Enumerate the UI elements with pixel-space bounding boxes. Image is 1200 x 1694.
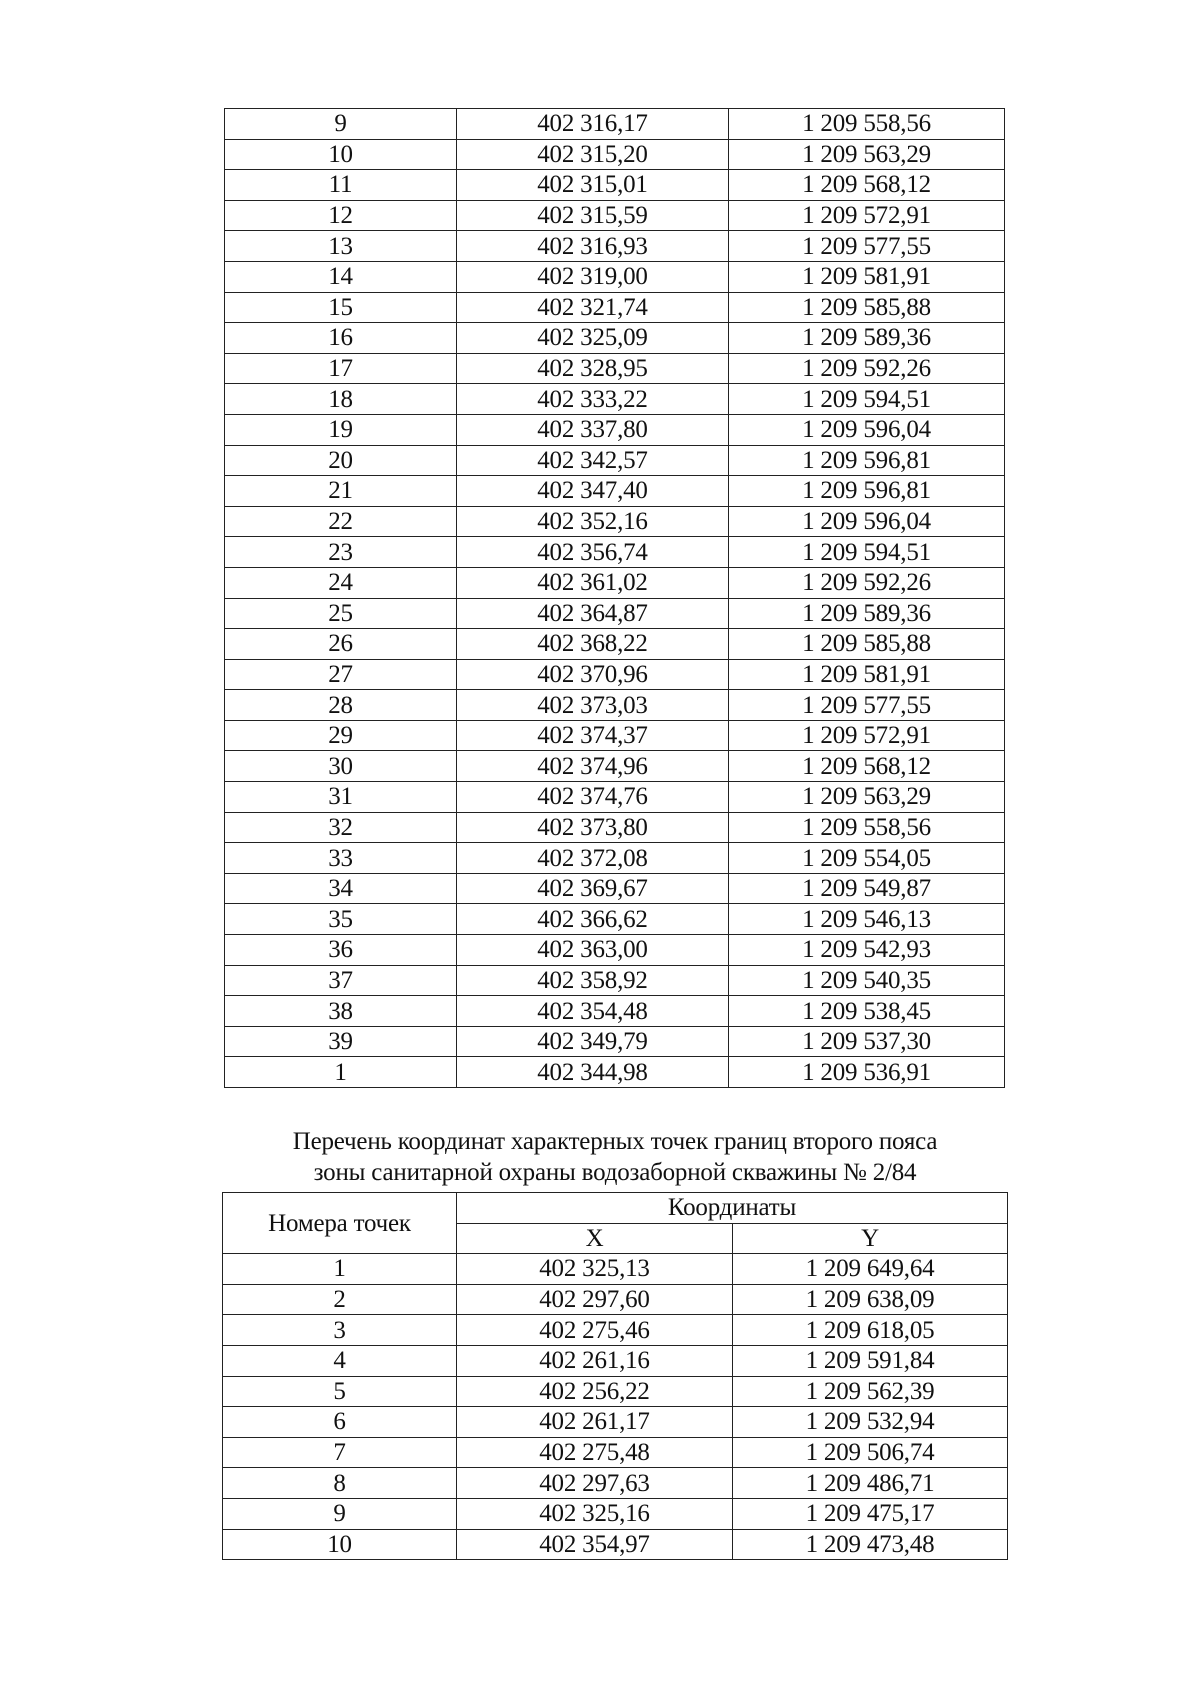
point-number-cell: 6: [223, 1407, 457, 1438]
y-coordinate-cell: 1 209 568,12: [729, 170, 1005, 201]
y-coordinate-cell: 1 209 554,05: [729, 843, 1005, 874]
point-number-cell: 10: [223, 1529, 457, 1560]
table-row: [225, 384, 1005, 415]
x-coordinate-cell: 402 297,60: [457, 1284, 733, 1315]
y-coordinate-cell: 1 209 594,51: [729, 384, 1005, 415]
table-row: [225, 445, 1005, 476]
table-row: [223, 1315, 1008, 1346]
point-number-cell: 2: [223, 1284, 457, 1315]
y-coordinate-cell: 1 209 596,04: [729, 506, 1005, 537]
second-zone-coordinates-table: [222, 1192, 1008, 1560]
x-coordinate-cell: 402 325,16: [457, 1498, 733, 1529]
x-coordinate-cell: 402 370,96: [457, 659, 729, 690]
y-coordinate-cell: 1 209 546,13: [729, 904, 1005, 935]
table-row: [225, 904, 1005, 935]
point-number-cell: 3: [223, 1315, 457, 1346]
point-number-cell: 1: [223, 1254, 457, 1285]
x-coordinate-cell: 402 325,13: [457, 1254, 733, 1285]
table-row: [223, 1345, 1008, 1376]
point-number-cell: 26: [225, 629, 457, 660]
y-coordinate-cell: 1 209 585,88: [729, 292, 1005, 323]
point-number-cell: 15: [225, 292, 457, 323]
table-row: [225, 170, 1005, 201]
x-coordinate-cell: 402 372,08: [457, 843, 729, 874]
table-row: [225, 996, 1005, 1027]
header-y: Y: [733, 1223, 1008, 1254]
y-coordinate-cell: 1 209 562,39: [733, 1376, 1008, 1407]
table-row: [225, 323, 1005, 354]
point-number-cell: 4: [223, 1345, 457, 1376]
x-coordinate-cell: 402 366,62: [457, 904, 729, 935]
x-coordinate-cell: 402 349,79: [457, 1026, 729, 1057]
point-number-cell: 33: [225, 843, 457, 874]
table-row: [225, 935, 1005, 966]
y-coordinate-cell: 1 209 563,29: [729, 782, 1005, 813]
y-coordinate-cell: 1 209 506,74: [733, 1437, 1008, 1468]
y-coordinate-cell: 1 209 532,94: [733, 1407, 1008, 1438]
x-coordinate-cell: 402 374,76: [457, 782, 729, 813]
table-row: [225, 690, 1005, 721]
x-coordinate-cell: 402 373,03: [457, 690, 729, 721]
x-coordinate-cell: 402 364,87: [457, 598, 729, 629]
table-row: [223, 1254, 1008, 1285]
point-number-cell: 11: [225, 170, 457, 201]
table-row: [225, 414, 1005, 445]
point-number-cell: 19: [225, 414, 457, 445]
point-number-cell: 21: [225, 476, 457, 507]
x-coordinate-cell: 402 275,48: [457, 1437, 733, 1468]
y-coordinate-cell: 1 209 563,29: [729, 139, 1005, 170]
table-row: [223, 1284, 1008, 1315]
y-coordinate-cell: 1 209 591,84: [733, 1345, 1008, 1376]
point-number-cell: 17: [225, 353, 457, 384]
table-row: [225, 200, 1005, 231]
point-number-cell: 25: [225, 598, 457, 629]
table-caption: [200, 1126, 1030, 1188]
y-coordinate-cell: 1 209 577,55: [729, 690, 1005, 721]
point-number-cell: 34: [225, 873, 457, 904]
second-zone-table-body: [223, 1254, 1008, 1560]
y-coordinate-cell: 1 209 649,64: [733, 1254, 1008, 1285]
y-coordinate-cell: 1 209 572,91: [729, 200, 1005, 231]
y-coordinate-cell: 1 209 581,91: [729, 261, 1005, 292]
point-number-cell: 10: [225, 139, 457, 170]
table-row: [223, 1376, 1008, 1407]
x-coordinate-cell: 402 315,20: [457, 139, 729, 170]
y-coordinate-cell: 1 209 542,93: [729, 935, 1005, 966]
header-point-numbers: Номера точек: [223, 1193, 457, 1254]
table-row: [223, 1498, 1008, 1529]
y-coordinate-cell: 1 209 577,55: [729, 231, 1005, 262]
caption-line-1: Перечень координат характерных точек границ второго пояса: [292, 1128, 938, 1155]
table-row: [225, 139, 1005, 170]
caption-line-2: зоны санитарной охраны водозаборной скважины № 2/84: [313, 1159, 917, 1186]
table-row: [223, 1468, 1008, 1499]
x-coordinate-cell: 402 347,40: [457, 476, 729, 507]
point-number-cell: 38: [225, 996, 457, 1027]
x-coordinate-cell: 402 352,16: [457, 506, 729, 537]
table-row: [225, 476, 1005, 507]
table-row: [225, 751, 1005, 782]
table-row: [225, 1026, 1005, 1057]
y-coordinate-cell: 1 209 592,26: [729, 353, 1005, 384]
table-row: [223, 1529, 1008, 1560]
point-number-cell: 23: [225, 537, 457, 568]
x-coordinate-cell: 402 316,93: [457, 231, 729, 262]
point-number-cell: 12: [225, 200, 457, 231]
y-coordinate-cell: 1 209 596,04: [729, 414, 1005, 445]
table-row: [225, 506, 1005, 537]
point-number-cell: 1: [225, 1057, 457, 1088]
point-number-cell: 29: [225, 720, 457, 751]
y-coordinate-cell: 1 209 589,36: [729, 323, 1005, 354]
x-coordinate-cell: 402 261,16: [457, 1345, 733, 1376]
point-number-cell: 35: [225, 904, 457, 935]
table-row: [225, 782, 1005, 813]
x-coordinate-cell: 402 368,22: [457, 629, 729, 660]
y-coordinate-cell: 1 209 475,17: [733, 1498, 1008, 1529]
header-coordinates: Координаты: [457, 1193, 1008, 1224]
point-number-cell: 39: [225, 1026, 457, 1057]
point-number-cell: 30: [225, 751, 457, 782]
coordinates-table-body: [225, 109, 1005, 1088]
x-coordinate-cell: 402 361,02: [457, 567, 729, 598]
y-coordinate-cell: 1 209 473,48: [733, 1529, 1008, 1560]
x-coordinate-cell: 402 297,63: [457, 1468, 733, 1499]
x-coordinate-cell: 402 344,98: [457, 1057, 729, 1088]
x-coordinate-cell: 402 354,48: [457, 996, 729, 1027]
table-row: [225, 231, 1005, 262]
table-row: [225, 567, 1005, 598]
x-coordinate-cell: 402 342,57: [457, 445, 729, 476]
x-coordinate-cell: 402 356,74: [457, 537, 729, 568]
x-coordinate-cell: 402 333,22: [457, 384, 729, 415]
y-coordinate-cell: 1 209 558,56: [729, 812, 1005, 843]
table-row: [225, 353, 1005, 384]
x-coordinate-cell: 402 374,96: [457, 751, 729, 782]
table-row: [225, 843, 1005, 874]
y-coordinate-cell: 1 209 589,36: [729, 598, 1005, 629]
y-coordinate-cell: 1 209 596,81: [729, 476, 1005, 507]
point-number-cell: 20: [225, 445, 457, 476]
table-row: [223, 1437, 1008, 1468]
table-row: [225, 109, 1005, 140]
x-coordinate-cell: 402 354,97: [457, 1529, 733, 1560]
x-coordinate-cell: 402 325,09: [457, 323, 729, 354]
point-number-cell: 5: [223, 1376, 457, 1407]
table-row: [225, 873, 1005, 904]
y-coordinate-cell: 1 209 536,91: [729, 1057, 1005, 1088]
point-number-cell: 14: [225, 261, 457, 292]
table-row: [225, 261, 1005, 292]
y-coordinate-cell: 1 209 618,05: [733, 1315, 1008, 1346]
table-row: [225, 965, 1005, 996]
table-row: [225, 292, 1005, 323]
x-coordinate-cell: 402 315,59: [457, 200, 729, 231]
y-coordinate-cell: 1 209 638,09: [733, 1284, 1008, 1315]
point-number-cell: 9: [225, 109, 457, 140]
point-number-cell: 7: [223, 1437, 457, 1468]
table-row: [225, 812, 1005, 843]
table-row: [225, 1057, 1005, 1088]
y-coordinate-cell: 1 209 486,71: [733, 1468, 1008, 1499]
x-coordinate-cell: 402 337,80: [457, 414, 729, 445]
point-number-cell: 32: [225, 812, 457, 843]
table-row: [225, 659, 1005, 690]
point-number-cell: 9: [223, 1498, 457, 1529]
x-coordinate-cell: 402 369,67: [457, 873, 729, 904]
y-coordinate-cell: 1 209 592,26: [729, 567, 1005, 598]
point-number-cell: 24: [225, 567, 457, 598]
y-coordinate-cell: 1 209 594,51: [729, 537, 1005, 568]
x-coordinate-cell: 402 358,92: [457, 965, 729, 996]
x-coordinate-cell: 402 321,74: [457, 292, 729, 323]
table-row: [225, 537, 1005, 568]
table-header: [223, 1193, 1008, 1254]
x-coordinate-cell: 402 374,37: [457, 720, 729, 751]
point-number-cell: 13: [225, 231, 457, 262]
y-coordinate-cell: 1 209 538,45: [729, 996, 1005, 1027]
y-coordinate-cell: 1 209 558,56: [729, 109, 1005, 140]
point-number-cell: 8: [223, 1468, 457, 1499]
point-number-cell: 28: [225, 690, 457, 721]
y-coordinate-cell: 1 209 596,81: [729, 445, 1005, 476]
x-coordinate-cell: 402 256,22: [457, 1376, 733, 1407]
x-coordinate-cell: 402 373,80: [457, 812, 729, 843]
y-coordinate-cell: 1 209 581,91: [729, 659, 1005, 690]
point-number-cell: 18: [225, 384, 457, 415]
header-x: X: [457, 1223, 733, 1254]
y-coordinate-cell: 1 209 572,91: [729, 720, 1005, 751]
point-number-cell: 37: [225, 965, 457, 996]
table-row: [225, 598, 1005, 629]
x-coordinate-cell: 402 261,17: [457, 1407, 733, 1438]
point-number-cell: 27: [225, 659, 457, 690]
coordinates-table-continued: [224, 108, 1005, 1088]
table-row: [223, 1407, 1008, 1438]
x-coordinate-cell: 402 319,00: [457, 261, 729, 292]
table-row: [225, 720, 1005, 751]
y-coordinate-cell: 1 209 540,35: [729, 965, 1005, 996]
x-coordinate-cell: 402 316,17: [457, 109, 729, 140]
y-coordinate-cell: 1 209 537,30: [729, 1026, 1005, 1057]
point-number-cell: 31: [225, 782, 457, 813]
y-coordinate-cell: 1 209 568,12: [729, 751, 1005, 782]
x-coordinate-cell: 402 363,00: [457, 935, 729, 966]
point-number-cell: 36: [225, 935, 457, 966]
y-coordinate-cell: 1 209 549,87: [729, 873, 1005, 904]
point-number-cell: 22: [225, 506, 457, 537]
y-coordinate-cell: 1 209 585,88: [729, 629, 1005, 660]
x-coordinate-cell: 402 275,46: [457, 1315, 733, 1346]
point-number-cell: 16: [225, 323, 457, 354]
table-row: [225, 629, 1005, 660]
x-coordinate-cell: 402 315,01: [457, 170, 729, 201]
x-coordinate-cell: 402 328,95: [457, 353, 729, 384]
